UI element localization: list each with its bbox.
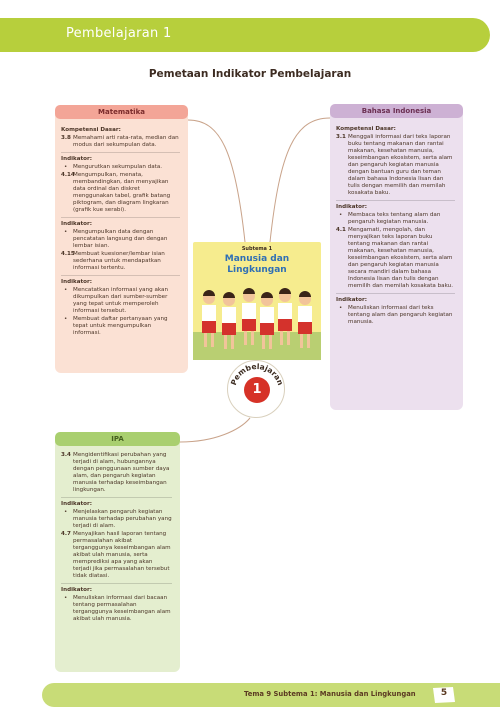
item-text: Memahami arti rata-rata, median dan modus dari sekumpulan data.: [73, 135, 179, 148]
indicator-item: [61, 229, 180, 250]
divider: [336, 197, 455, 201]
main-title: Pemetaan Indikator Pembelajaran: [148, 68, 352, 80]
footer-bar: [42, 683, 500, 707]
item-text: Membuat kuesioner/lembar isian sederhana untuk mendapatkan informasi tertentu.: [73, 251, 165, 271]
indicator-item: [61, 287, 180, 315]
indikator-heading: Indikator:: [61, 501, 92, 507]
competency-item: [61, 135, 180, 149]
page-number-box: [431, 686, 457, 704]
page-header-title: Pembelajaran 1: [66, 26, 172, 41]
cover-subtema: Subtema 1: [241, 246, 273, 252]
divider: [61, 580, 172, 584]
item-text: Menggali informasi dari teks laporan buku tentang makanan dan rantai makanan, kesehatan manusia, keseimbangan ekosistem, serta alam dan pengaruh kegiatan manusia dengan bantuan guru dan teman dalam bahasa Indonesia lisan dan tulis dengan memilih dan memilah kosakata baku.: [348, 134, 453, 196]
divider: [61, 214, 180, 218]
bahasa-body: [336, 123, 455, 326]
ipa-title: IPA: [55, 432, 180, 446]
item-text: Mengurutkan sekumpulan data.: [73, 164, 163, 170]
item-text: Mengumpulkan data dengan pencatatan langsung dan dengan lembar isian.: [73, 229, 168, 249]
item-text: Membuat daftar pertanyaan yang tepat untuk mengumpulkan informasi.: [73, 316, 168, 336]
item-text: Menyajikan hasil laporan tentang permasalahan akibat terganggunya keseimbangan alam akibat ulah manusia, serta memprediksi apa yang akan terjadi jika permasalahan tersebut tidak diatasi.: [73, 531, 171, 579]
matematika-panel: [55, 105, 188, 373]
svg-text:Pembelajaran: Pembelajaran: [228, 361, 286, 387]
item-number: 4.1: [336, 227, 346, 233]
indikator-heading: Indikator:: [336, 297, 367, 303]
item-text: Menuliskan informasi dari teks tentang alam dan pengaruh kegiatan manusia.: [348, 305, 453, 325]
indikator-heading: Indikator:: [61, 221, 92, 227]
bullet-icon: •: [64, 509, 68, 515]
cover-title-line2: Lingkungan: [227, 265, 287, 275]
item-number: 3.1: [336, 134, 346, 140]
competency-item: [61, 531, 172, 580]
indikator-heading: Indikator:: [61, 587, 92, 593]
item-text: Mencatatkan informasi yang akan dikumpulkan dari sumber-sumber yang tepat untuk memperoleh informasi tersebut.: [73, 287, 168, 314]
item-text: Mengidentifikasi perubahan yang terjadi di alam, hubungannya dengan penggunaan sumber daya alam, dan pengaruh kegiatan manusia terhadap keseimbangan lingkungan.: [73, 452, 170, 493]
divider: [336, 290, 455, 294]
indicator-item: [61, 595, 172, 623]
item-text: Membaca teks tentang alam dan pengaruh kegiatan manusia.: [348, 212, 441, 225]
kd-heading: Kompetensi Dasar:: [61, 127, 121, 133]
badge-number: 1: [244, 377, 270, 403]
divider: [61, 149, 180, 153]
children-illustration: [197, 284, 317, 356]
pembelajaran-badge: [227, 360, 285, 418]
ipa-body: [61, 451, 172, 623]
indikator-heading: Indikator:: [61, 156, 92, 162]
bullet-icon: •: [64, 229, 68, 235]
ipa-panel: [55, 432, 180, 672]
page-number: 5: [440, 688, 448, 698]
bahasa-title: Bahasa Indonesia: [330, 104, 463, 118]
item-number: 4.14: [61, 172, 75, 178]
item-text: Mengamati, mengolah, dan menyajikan teks laporan buku tentang makanan dan rantai makanan, kesehatan manusia, keseimbangan ekosistem, serta alam dan pengaruh kegiatan manusia secara mandiri dalam bahasa Indonesia lisan dan tulis dengan memilih dan memilah kosakata baku.: [348, 227, 453, 289]
indikator-heading: Indikator:: [61, 279, 92, 285]
divider: [61, 494, 172, 498]
indicator-item: [61, 316, 180, 337]
cover-title: [193, 254, 321, 276]
indicator-item: [61, 164, 180, 171]
footer-text: Tema 9 Subtema 1: Manusia dan Lingkungan: [244, 690, 416, 698]
indicator-item: [336, 212, 455, 226]
item-number: 4.7: [61, 531, 71, 537]
bullet-icon: •: [339, 305, 343, 311]
competency-item: [61, 172, 180, 214]
competency-item: [336, 227, 455, 290]
book-cover-illustration: [193, 242, 321, 360]
bullet-icon: •: [64, 595, 68, 601]
matematika-title: Matematika: [55, 105, 188, 119]
bullet-icon: •: [64, 287, 68, 293]
item-text: Menuliskan informasi dari bacaan tentang permasalahan terganggunya keseimbangan alam akibat ulah manusia.: [73, 595, 171, 622]
indicator-item: [336, 305, 455, 326]
item-number: 4.15: [61, 251, 75, 257]
item-number: 3.8: [61, 135, 71, 141]
kd-heading: Kompetensi Dasar:: [336, 126, 396, 132]
indicator-item: [61, 509, 172, 530]
bullet-icon: •: [64, 316, 68, 322]
bahasa-panel: [330, 104, 463, 410]
cover-title-line1: Manusia dan: [224, 254, 290, 264]
bullet-icon: •: [339, 212, 343, 218]
item-text: Mengumpulkan, menata, membandingkan, dan menyajikan data ordinal dan diskret menggunakan tabel, grafik batang piktogram, dan diagram lingkaran (grafik kue serabi).: [73, 172, 171, 213]
competency-item: [61, 452, 172, 494]
competency-item: [61, 251, 180, 272]
divider: [61, 272, 180, 276]
competency-item: [336, 134, 455, 197]
indikator-heading: Indikator:: [336, 204, 367, 210]
item-text: Menjelaskan pengaruh kegiatan manusia terhadap perubahan yang terjadi di alam.: [73, 509, 172, 529]
bullet-icon: •: [64, 164, 68, 170]
item-number: 3.4: [61, 452, 71, 458]
matematika-body: [61, 124, 180, 337]
